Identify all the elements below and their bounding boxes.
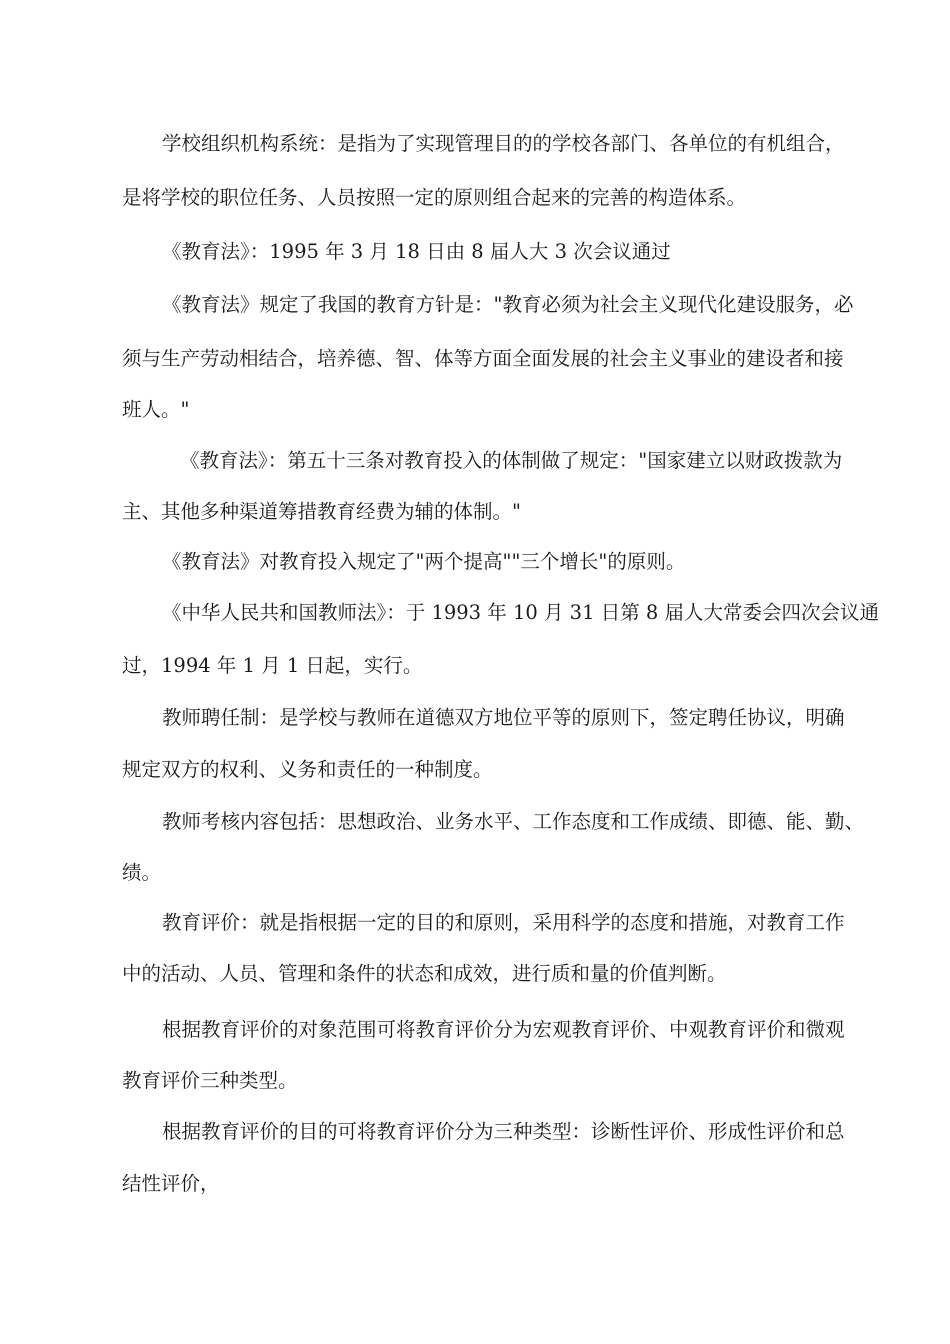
paragraph-line: 《教育法》规定了我国的教育方针是："教育必须为社会主义现代化建设服务，必 bbox=[162, 293, 854, 316]
paragraph-line: 根据教育评价的对象范围可将教育评价分为宏观教育评价、中观教育评价和微观 bbox=[162, 1018, 845, 1041]
paragraph-line: 教育评价三种类型。 bbox=[122, 1069, 298, 1092]
paragraph-line: 须与生产劳动相结合，培养德、智、体等方面全面发展的社会主义事业的建设者和接 bbox=[122, 347, 844, 370]
paragraph-line: 《教育法》：1995 年 3 月 18 日由 8 届人大 3 次会议通过 bbox=[162, 240, 671, 263]
paragraph-line: 教育评价：就是指根据一定的目的和原则，采用科学的态度和措施，对教育工作 bbox=[162, 911, 845, 934]
paragraph-line: 《中华人民共和国教师法》：于 1993 年 10 月 31 日第 8 届人大常委会四次会议通 bbox=[162, 601, 879, 624]
paragraph-line: 《教育法》：第五十三条对教育投入的体制做了规定："国家建立以财政拨款为 bbox=[180, 449, 843, 472]
paragraph-line: 《教育法》对教育投入规定了"两个提高""三个增长"的原则。 bbox=[162, 550, 686, 573]
paragraph-line: 中的活动、人员、管理和条件的状态和成效，进行质和量的价值判断。 bbox=[122, 962, 727, 985]
paragraph-line: 过，1994 年 1 月 1 日起，实行。 bbox=[122, 654, 423, 677]
paragraph-line: 规定双方的权利、义务和责任的一种制度。 bbox=[122, 758, 493, 781]
paragraph-line: 教师考核内容包括：思想政治、业务水平、工作态度和工作成绩、即德、能、勤、 bbox=[162, 810, 865, 833]
paragraph-line: 绩。 bbox=[122, 861, 162, 884]
paragraph-line: 学校组织机构系统：是指为了实现管理目的的学校各部门、各单位的有机组合， bbox=[162, 132, 845, 155]
paragraph-line: 结性评价， bbox=[122, 1172, 220, 1195]
paragraph-line: 是将学校的职位任务、人员按照一定的原则组合起来的完善的构造体系。 bbox=[122, 186, 747, 209]
paragraph-line: 班人。" bbox=[122, 398, 190, 421]
paragraph-line: 教师聘任制：是学校与教师在道德双方地位平等的原则下，签定聘任协议，明确 bbox=[162, 706, 845, 729]
paragraph-line: 主、其他多种渠道筹措教育经费为辅的体制。" bbox=[122, 500, 521, 523]
paragraph-line: 根据教育评价的目的可将教育评价分为三种类型：诊断性评价、形成性评价和总 bbox=[162, 1120, 845, 1143]
